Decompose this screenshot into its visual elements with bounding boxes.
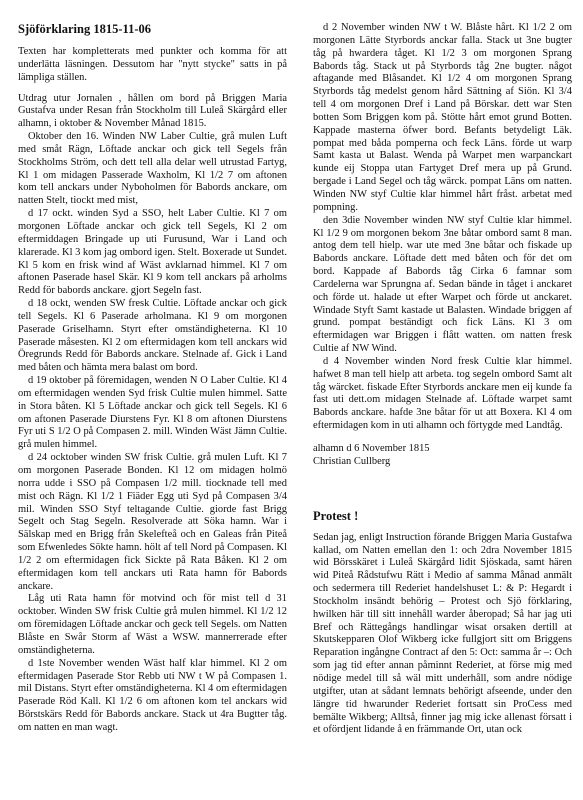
signature-name: Christian Cullberg bbox=[313, 455, 391, 467]
journal-paragraph: Utdrag utur Jornalen , hållen om bord på Briggen Maria Gustafva under Resan från Stockholm till Luleå Skärgård eller alhamn, i oktober & November Månad 1815. bbox=[18, 92, 287, 130]
right-column bbox=[313, 22, 572, 737]
journal-paragraph: d 18 ockt, wenden SW fresk Cultie. Löftade anckar och gick tell Segels. Kl 6 Paserade arholmana. Kl 9 om morgonen Paserade Griselhamn. Styrt efter omständigheterna. Kl 10 Paserade måsesten. Kl 2 om eftermidagen kom tell anckars wid Öregrunds Redd för Babords anckare. Stelnade af. Gick i Land med båten och hämta mera balast om bord. bbox=[18, 298, 287, 374]
journal-paragraph: d 1ste November wenden Wäst half klar himmel. Kl 2 om eftermidagen Paserade Stor Rebb uti NW t W på Compasen 1. mil Distans. Styrt efter omständigheterna. Kl 4 om eftermidagen Paserade Röd Kall. Kl 1/2 6 om aftonen kom tel anckars wid Börstskärs Redd för Babords anckare. Stack ut 4ra Bugtter tåg. om natten en man wagt. bbox=[18, 657, 287, 733]
protest-heading: Protest ! bbox=[313, 508, 359, 523]
journal-paragraph: Låg uti Rata hamn för motvind och för mist tell d 31 ocktober. Winden SW frisk Cultie grå mulen himmel. Kl 1/2 12 om föremidagen Löftade anckar och geck tell Segels. om Natten Blåste en Swår Storm af Wäst a WSW. mannerrerade efter omständigheterna. bbox=[18, 593, 287, 656]
left-column bbox=[18, 22, 287, 735]
journal-paragraph: Oktober den 16. Winden NW Laber Cultie, grå mulen Luft med småt Rägn, Löftade anckar och gick tell Segels från Stockholms Ström, och dett tell alla delar well utrustad Fartyg, Kl 1 om midagen Passerade Waxholm, Kl 1/2 7 om aftonen kom tell anckars under Nyboholmen för Babords anckare, om natten Stelt, tiockt med mist, bbox=[18, 131, 287, 207]
signature-place-date: alhamn d 6 November 1815 bbox=[313, 443, 430, 454]
journal-paragraph: d 4 November winden Nord fresk Cultie klar himmel. hafwet 8 man tell hielp att arbeta. tog segeln ombord Samt alt tåg wärcket. fiskade Efter Styrbords anckare men eij kunde fa fast uti dett.om midagen Stelnade af. Löftade warpet samt Babords anckare. hafde 3ne båtar för ut att Boxera. Kl 4 om eftermidagen kom in uti alhamn och förtygde med Landtåg. bbox=[313, 355, 572, 432]
signature-block bbox=[313, 443, 572, 469]
intro-note: Texten har kompletterats med punkter och komma för att underlätta läsningen. Dessutom har "nytt stycke" satts in på lämpliga ställen. bbox=[18, 46, 287, 83]
journal-paragraph: d 24 ocktober winden SW frisk Cultie. grå mulen Luft. Kl 7 om morgonen Paserade Bonden. Kl 12 om midagen holmö norra udde i SSO på Compasen 1/2 mill. tiocknade tell med mist och Rägn. Kl 1/2 1 Fiäder Egg uti Syd på Compasen 3/4 mil. Winden SSO Styf teltagande Cultie. giorde fast Brigg Segelt och Stag Segeln. Resolverade att Söka hamn. War i Sälskap med en Brigg från Skelefteå och en Galeas från Piteå som Efwenledes Sökte hamn. hölt af tell Nord på Compasen. Kl 1/2 2 om eftermidagen fick Sickte på Rata Båken. Kl 2 om eftermidagen kom tell anckars uti Rata hamn för Babords anckare. bbox=[18, 452, 287, 592]
document-title: Sjöförklaring 1815-11-06 bbox=[18, 22, 151, 36]
journal-paragraph: d 17 ockt. winden Syd a SSO, helt Laber Cultie. Kl 7 om morgonen Löftade anckar och gick tell Segels, Kl 2 om eftermiddagen Bringade up uti Furusund, War i Land och klarerade. Kl 3 kom jag ombord igen. Stelt. Boxerade ut Sundet. Kl 5 kom en frisk wind af Wäst avklarnad himmel. Kl 7 om aftonen Paserade hasel Skär. Kl 9 kom tell anckars på arholms Redd för babords anckare. gjort Segeln fast. bbox=[18, 208, 287, 297]
protest-paragraph: Sedan jag, enligt Instruction förande Briggen Maria Gustafwa kallad, om Natten emellan den 1: och 2dra November 1815 wid Börsskäret i Luleå Skärgård lidit Sjöskada, samt hären wid Piteå Rådstufwu Rätt i Medio af samma Månad anmält och sedermera till Rederiet handelshuset L: & P: Hegardt i Stockholm insändt behörig – Protest och Sjö förklaring, hwilken här till sitt innehåll warder åberopad; Så har jag uti Bref och Rättegångs handlingar wisat orsaken dertill at Skutskepparen Olof Wikberg icke fullgjort sitt om Briggens Reparation ingångne Contract af den 5: Oct: samma år –: Och som jag tid efter annan påminnt Rederiet, at förse mig med nödige medel till så wäl mitt underhåll, som andre nödige utgifter, utan at sådant lemnats behörigt afseende, under den längre tid hwarunder Rederiet fortsatt sin ProCess med bemälte Wikberg; Alltså, finner jag mig icke allenast försatt i et ofördjent lidande å en främmande Ort, utan ock bbox=[313, 531, 572, 736]
journal-paragraph: den 3die November winden NW styf Cultie klar himmel. Kl 1/2 9 om morgonen bekom 3ne båtar ombord samt 8 man. antog dem tell hielp. war ute med 3ne båtar och fiskade up Babords anckare. Löftade dett med båten och för det om bord. Kappade af Babords tåg Cirka 6 famnar som Cardelerna war Sprungna af. Sedan bände in tåget i anckaret och förde ut. halade ut efter Warpet och förde ut anckaret. Windade Styft Samt kastade ut Balasten. Windade briggen af grund. pompat beständigt och fick Läns. Kl 3 om eftermidagen war Briggen i flått watten. om natten fresk Cultie af NW Wind. bbox=[313, 214, 572, 355]
journal-paragraph: d 19 oktober på föremidagen, wenden N O Laber Cultie. Kl 4 om eftermidagen wenden Syd frisk Cultie mulen himmel. Satte in Stora båten. Kl 5 Löftade anckar och gick tell Segels. Kl 6 om aftonen Paserade Diurstens Fyr. Kl 8 om aftonen Diurstens Fyr uti S 1/2 O på Compasen 2. mill. Winden Wäst Jämn Cultie. grå mulen himmel. bbox=[18, 375, 287, 451]
journal-paragraph: d 2 November winden NW t W. Blåste hårt. Kl 1/2 2 om morgonen Lätte Styrbords anckar falla. Stack ut 3ne bugter tåg på hwardera tåget. Kl 1/2 3 om morgonen Sprang Babords tåg. Stack ut på Styrbords tåg 2ne bugter. något aftagande med Blåsandet. Kl 1/2 4 om morgonen Sprang Styrbords tåg medelst genom hård Sättning af Siön. Kl 3/4 tell 4 om morgonen Dref i Land på Börskar. dett war Sten botten Som Briggen kom på. Stötte hårt emot grund Botten. Kappade masterna öfwer bord. Befants betydeligt Läk. pompat med båda pomperna och feck Läns. förde ut warp Samt kasta ut Balast. Wenda på Warpet men warpanckart kunde eij Stoppa utan Fartyget Dref mera up på Grund. bergade i Land Segel och tåg wärck. pompat Läns om natten. Winden NW styf Cultie klar himmel hårt fråst. arbetat med pompning. bbox=[313, 22, 572, 213]
protest-section bbox=[313, 509, 572, 738]
